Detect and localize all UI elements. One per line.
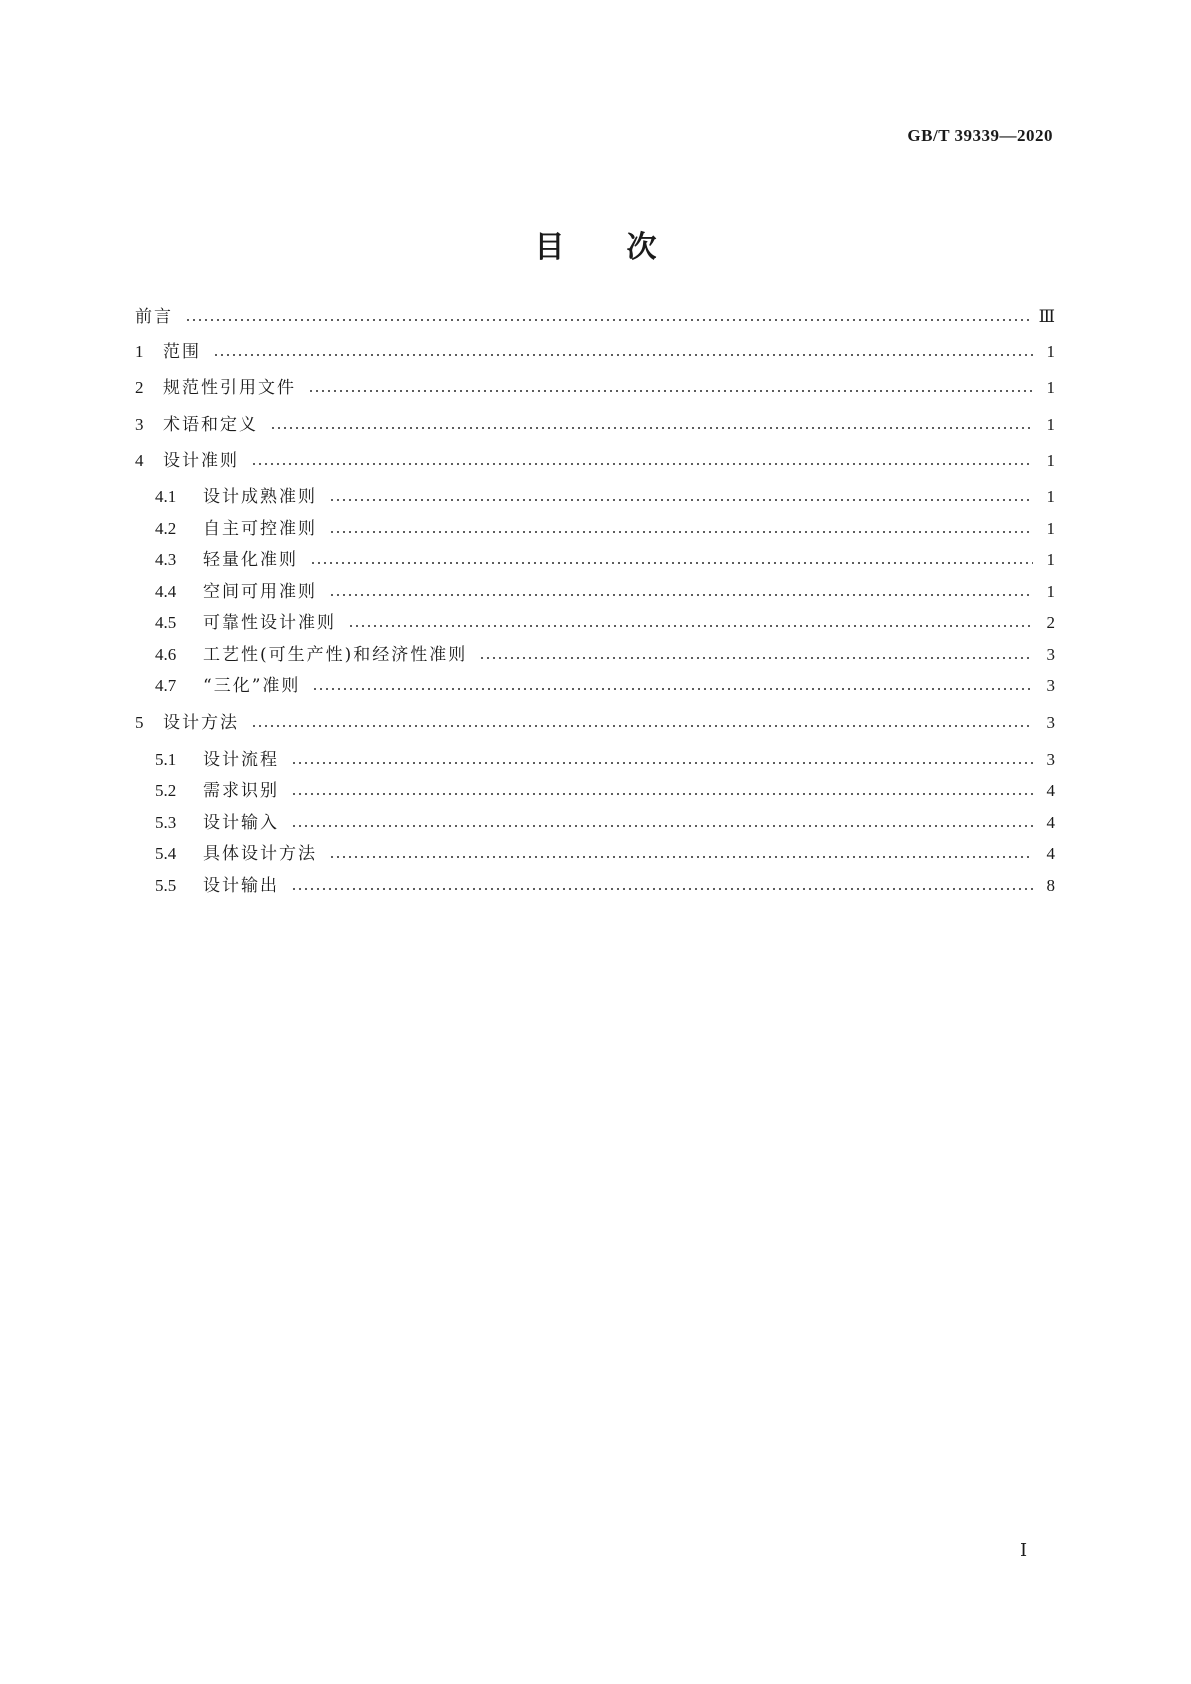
toc-page-number: 1 <box>1046 342 1055 361</box>
toc-leader-dots <box>329 499 1033 501</box>
toc-page-number: 1 <box>1046 582 1055 601</box>
toc-entry-4-7[interactable] <box>155 674 1055 698</box>
toc-leader-dots <box>213 354 1033 356</box>
toc-page-number: 1 <box>1046 550 1055 569</box>
toc-entry-5-5[interactable] <box>155 874 1055 898</box>
toc-number: 4.2 <box>155 519 177 538</box>
toc-leader-dots <box>291 793 1033 795</box>
page-title <box>0 222 1191 266</box>
toc-label: 具体设计方法 <box>203 844 317 864</box>
toc-number: 5.3 <box>155 813 177 832</box>
toc-label: 范围 <box>163 342 201 362</box>
toc-entry-1[interactable] <box>135 340 1055 364</box>
toc-entry-4-2[interactable] <box>155 517 1055 541</box>
toc-entry-foreword[interactable] <box>135 305 1055 329</box>
toc-label: 轻量化准则 <box>203 550 298 570</box>
toc-label: 设计输出 <box>203 876 279 896</box>
toc-number: 5.5 <box>155 876 177 895</box>
toc-leader-dots <box>329 594 1033 596</box>
toc-entry-5-1[interactable] <box>155 748 1055 772</box>
toc-leader-dots <box>329 856 1033 858</box>
toc-entry-4-1[interactable] <box>155 485 1055 509</box>
toc-leader-dots <box>312 688 1033 690</box>
toc-page-number: 3 <box>1046 750 1055 769</box>
toc-label: 设计流程 <box>203 750 279 770</box>
toc-page-number: 1 <box>1046 415 1055 434</box>
toc-number: 4 <box>135 451 144 470</box>
toc-page-number: 3 <box>1046 713 1055 732</box>
toc-number: 5 <box>135 713 144 732</box>
toc-leader-dots <box>291 825 1033 827</box>
toc-entry-5[interactable] <box>135 711 1055 735</box>
toc-leader-dots <box>251 725 1033 727</box>
toc-label: 设计输入 <box>203 813 279 833</box>
toc-number: 2 <box>135 378 144 397</box>
toc-number: 1 <box>135 342 144 361</box>
title-char-1: 目 <box>534 230 565 265</box>
toc-label: 设计成熟准则 <box>203 487 317 507</box>
toc-number: 3 <box>135 415 144 434</box>
toc-leader-dots <box>185 319 1031 321</box>
toc-entry-4-6[interactable] <box>155 643 1055 667</box>
toc-page-number: 1 <box>1046 519 1055 538</box>
toc-page-number: 1 <box>1046 451 1055 470</box>
toc-page-number: 2 <box>1046 613 1055 632</box>
toc-label: 设计方法 <box>163 713 239 733</box>
toc-label: 前言 <box>135 307 173 327</box>
toc-label: 规范性引用文件 <box>163 378 296 398</box>
toc-page-number: 8 <box>1046 876 1055 895</box>
toc-entry-5-4[interactable] <box>155 842 1055 866</box>
toc-entry-5-2[interactable] <box>155 779 1055 803</box>
toc-entry-4[interactable] <box>135 449 1055 473</box>
toc-page-number: 1 <box>1046 487 1055 506</box>
toc-leader-dots <box>310 562 1033 564</box>
toc-page-number: 4 <box>1046 844 1055 863</box>
title-char-2: 次 <box>626 230 657 265</box>
toc-leader-dots <box>348 625 1033 627</box>
toc-entry-4-4[interactable] <box>155 580 1055 604</box>
toc-entry-4-5[interactable] <box>155 611 1055 635</box>
toc-leader-dots <box>308 390 1033 392</box>
page-number: Ⅰ <box>1020 1540 1028 1560</box>
toc-number: 4.7 <box>155 676 177 695</box>
toc-leader-dots <box>291 762 1033 764</box>
toc-number: 5.2 <box>155 781 177 800</box>
toc-entry-2[interactable] <box>135 376 1055 400</box>
toc-label: 需求识别 <box>203 781 279 801</box>
toc-leader-dots <box>291 888 1033 890</box>
toc-page-number: 4 <box>1046 781 1055 800</box>
toc-label: 术语和定义 <box>163 415 258 435</box>
toc-label: 可靠性设计准则 <box>203 613 336 633</box>
toc-label: 自主可控准则 <box>203 519 317 539</box>
toc-page-number: Ⅲ <box>1038 307 1055 326</box>
toc-number: 5.1 <box>155 750 177 769</box>
toc-entry-5-3[interactable] <box>155 811 1055 835</box>
toc-page-number: 3 <box>1046 645 1055 664</box>
toc-label: 空间可用准则 <box>203 582 317 602</box>
toc-leader-dots <box>479 657 1033 659</box>
toc-leader-dots <box>251 463 1033 465</box>
toc-label: 工艺性(可生产性)和经济性准则 <box>203 645 468 665</box>
toc-number: 5.4 <box>155 844 177 863</box>
toc-leader-dots <box>270 427 1033 429</box>
toc-label: “三化”准则 <box>203 676 301 696</box>
toc-number: 4.4 <box>155 582 177 601</box>
toc-page-number: 1 <box>1046 378 1055 397</box>
toc-number: 4.6 <box>155 645 177 664</box>
toc-entry-4-3[interactable] <box>155 548 1055 572</box>
toc-entry-3[interactable] <box>135 413 1055 437</box>
toc-number: 4.5 <box>155 613 177 632</box>
toc-number: 4.3 <box>155 550 177 569</box>
standard-code: GB/T 39339—2020 <box>907 126 1053 145</box>
toc-page-number: 3 <box>1046 676 1055 695</box>
toc-label: 设计准则 <box>163 451 239 471</box>
toc-number: 4.1 <box>155 487 177 506</box>
toc-leader-dots <box>329 531 1033 533</box>
toc-page-number: 4 <box>1046 813 1055 832</box>
